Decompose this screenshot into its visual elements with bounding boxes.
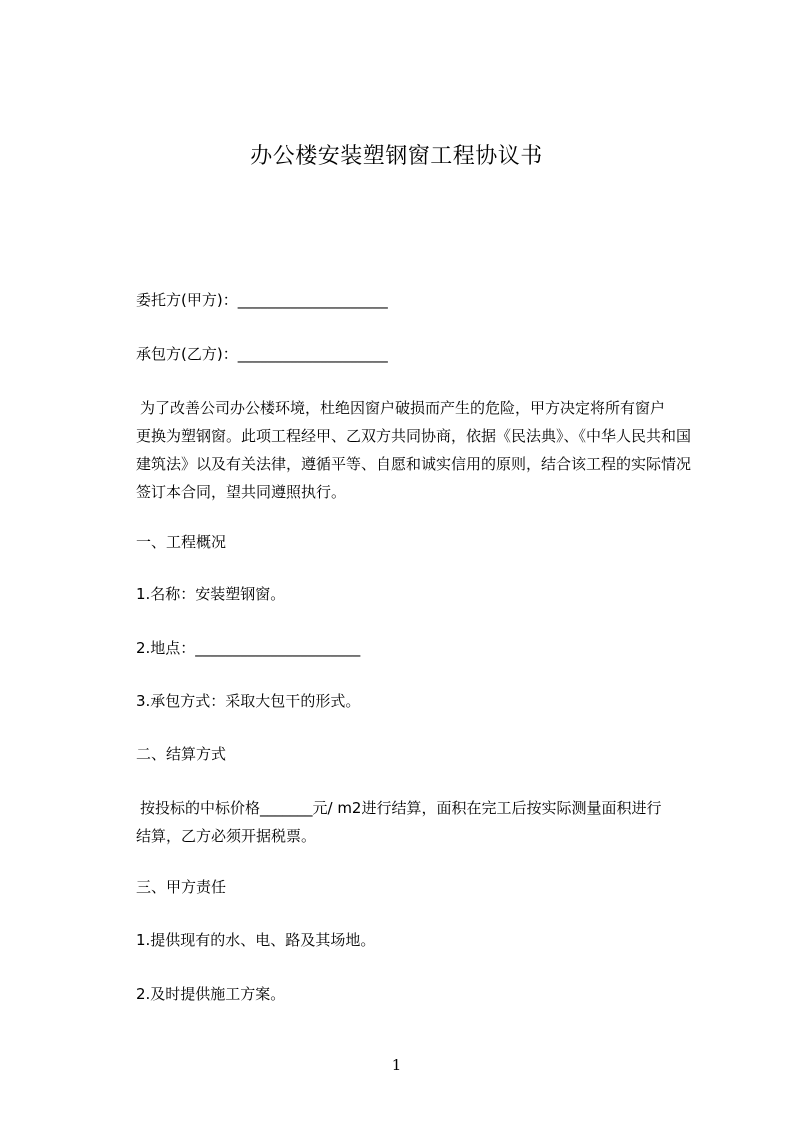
settlement-paragraph — [136, 794, 706, 850]
settlement-line: 按投标的中标价格_______元/ m2进行结算，面积在完工后按实际测量面积进行 — [140, 799, 662, 817]
intro-paragraph — [136, 394, 706, 506]
section-item: 1.名称：安装塑钢窗。 — [136, 585, 286, 603]
settlement-line: 结算，乙方必须开据税票。 — [136, 827, 317, 845]
intro-line: 签订本合同，望共同遵照执行。 — [136, 483, 347, 501]
section-item: 2.及时提供施工方案。 — [136, 985, 286, 1003]
section-heading: 二、结算方式 — [136, 745, 227, 763]
intro-line: 建筑法》以及有关法律，遵循平等、自愿和诚实信用的原则，结合该工程的实际情况 — [136, 455, 692, 473]
intro-line: 更换为塑钢窗。此项工程经甲、乙双方共同协商，依据《民法典》、《中华人民共和国 — [136, 427, 692, 445]
section-item: 1.提供现有的水、电、路及其场地。 — [136, 931, 376, 949]
section-heading: 一、工程概况 — [136, 533, 227, 551]
section-item: 2.地点：______________________ — [136, 639, 361, 657]
party-b-line: 承包方(乙方)：____________________ — [136, 345, 388, 363]
page-number: 1 — [391, 1056, 402, 1074]
party-a-line: 委托方(甲方)：____________________ — [136, 291, 388, 309]
section-item: 3.承包方式：采取大包干的形式。 — [136, 692, 361, 710]
document-title: 办公楼安装塑钢窗工程协议书 — [250, 144, 543, 169]
section-heading: 三、甲方责任 — [136, 878, 227, 896]
intro-line: 为了改善公司办公楼环境，杜绝因窗户破损而产生的危险，甲方决定将所有窗户 — [140, 399, 666, 417]
